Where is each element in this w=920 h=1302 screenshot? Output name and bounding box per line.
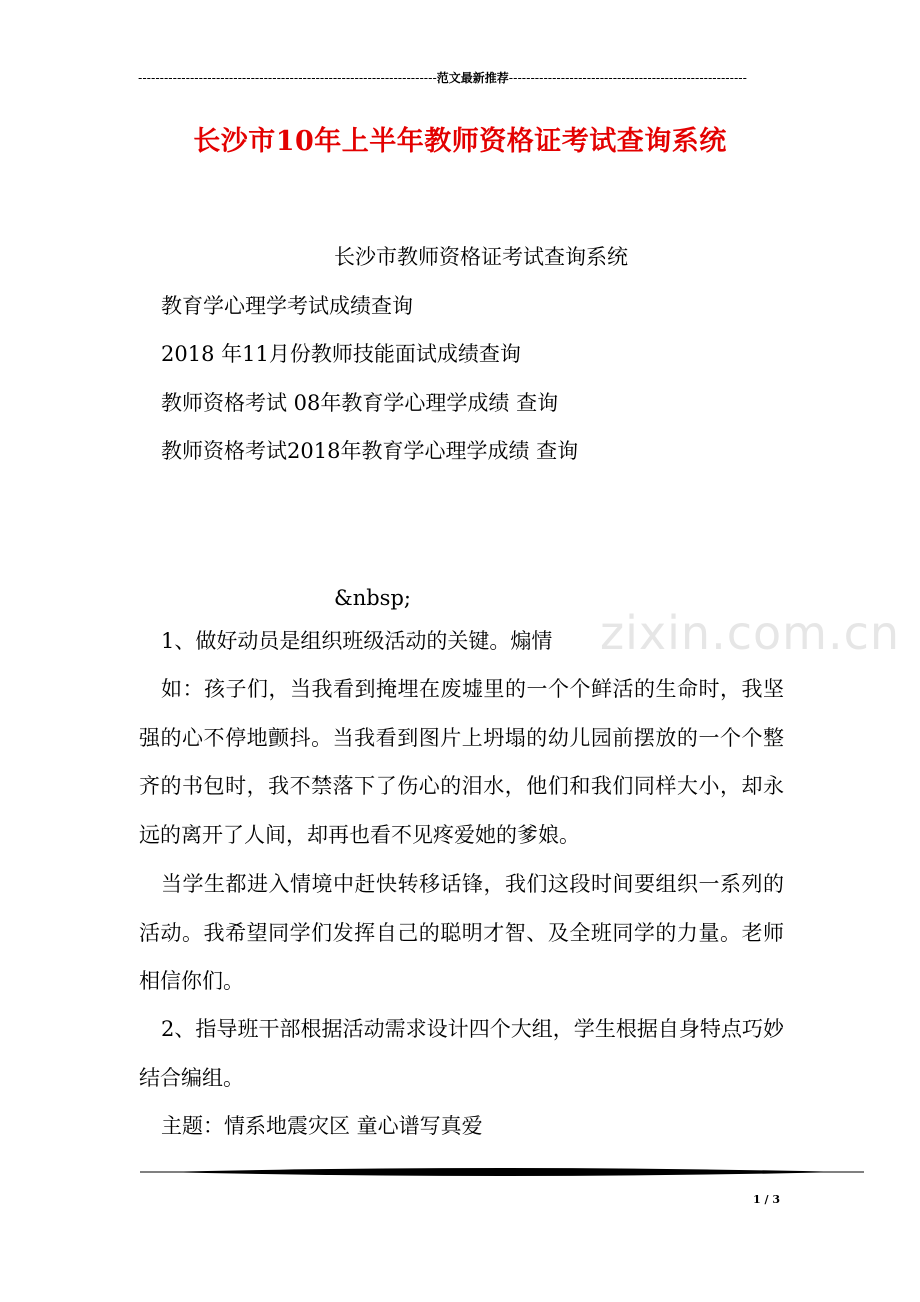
header-left-dashes: ---------------------------------------------------------------------	[138, 71, 437, 85]
paragraph-1: 1、做好动员是组织班级活动的关键。煽情	[161, 629, 553, 653]
query-item-1: 教育学心理学考试成绩查询	[161, 294, 413, 318]
document-title: 长沙市10年上半年教师资格证考试查询系统	[193, 126, 727, 157]
query-item-3: 教师资格考试 08年教育学心理学成绩 查询	[161, 391, 559, 415]
header-label: 范文最新推荐	[436, 71, 509, 85]
nbsp-line: &nbsp;	[334, 586, 411, 610]
footer-rule	[140, 1165, 864, 1179]
page-header	[138, 70, 770, 86]
watermark: zixin.com.cn	[600, 606, 901, 660]
paragraph-3: 当学生都进入情境中赶快转移话锋，我们这段时间要组织一系列的活动。我希望同学们发挥自己的聪明才智、及全班同学的力量。老师相信你们。	[139, 872, 784, 993]
query-item-4: 教师资格考试2018年教育学心理学成绩 查询	[161, 439, 579, 463]
paragraph-4: 2、指导班干部根据活动需求设计四个大组，学生根据自身特点巧妙结合编组。	[139, 1017, 784, 1090]
paragraph-2: 如：孩子们，当我看到掩埋在废墟里的一个个鲜活的生命时，我坚强的心不停地颤抖。当我看到图片上坍塌的幼儿园前摆放的一个个整齐的书包时，我不禁落下了伤心的泪水，他们和我们同样大小，却永远的离开了人间，却再也看不见疼爱她的爹娘。	[139, 677, 784, 847]
query-item-2: 2018 年11月份教师技能面试成绩查询	[161, 342, 521, 366]
page-number: 1 / 3	[753, 1193, 780, 1206]
header-right-dashes: -------------------------------------------------------	[508, 71, 747, 85]
paragraph-5: 主题：情系地震灾区 童心谱写真爱	[161, 1114, 483, 1138]
subtitle-line: 长沙市教师资格证考试查询系统	[334, 245, 628, 269]
